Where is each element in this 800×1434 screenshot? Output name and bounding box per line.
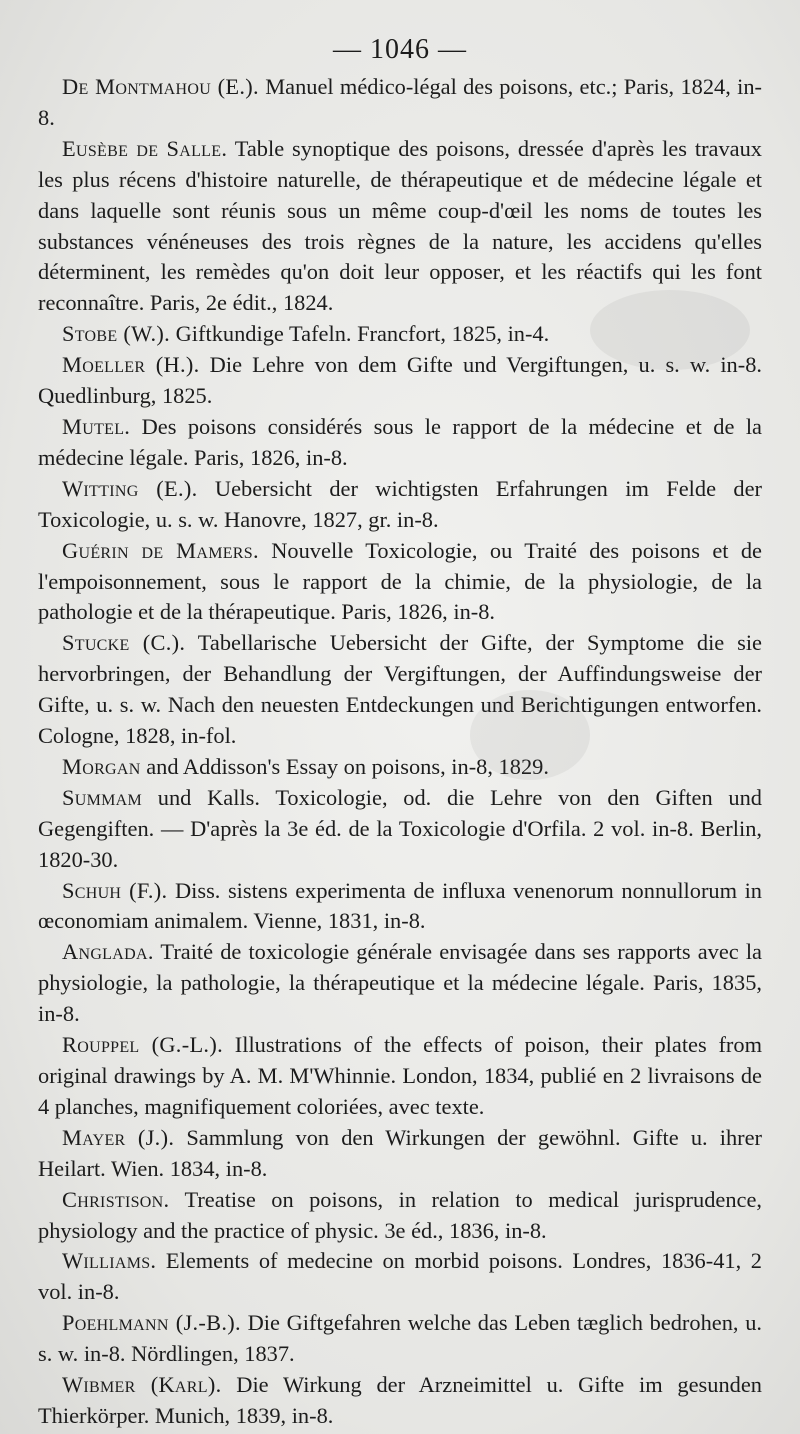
entry-author: Stobe (W.). xyxy=(62,321,171,347)
bibliography-entry xyxy=(38,536,762,629)
entry-author: Guérin de Mamers. xyxy=(62,537,259,563)
entry-author: Morgan xyxy=(62,753,141,779)
bibliography-entry xyxy=(38,1123,762,1185)
entry-text: Elements of medecine on morbid poisons. Londres, 1836-41, 2 vol. in-8. xyxy=(38,1248,762,1305)
bibliography-entry xyxy=(38,474,762,536)
entry-text: Illustrations of the effects of poison, their plates from original drawings by A. M. M'Whinnie. London, 1834, publié en 2 livraisons de 4 planches, magnifiquement coloriées, avec texte. xyxy=(38,1032,762,1119)
entry-text: und Kalls. Toxicologie, od. die Lehre von den Giften und Gegengiften. — D'après la 3e éd. de la Toxicologie d'Orfila. 2 vol. in-8. Berlin, 1820-30. xyxy=(38,784,762,872)
entry-author: Christison. xyxy=(62,1186,170,1212)
entry-text: Die Wirkung der Arzneimittel u. Gifte im gesunden Thierkörper. Munich, 1839, in-8. xyxy=(38,1372,762,1428)
bibliography-entry xyxy=(38,1185,762,1247)
entry-text: Giftkundige Tafeln. Francfort, 1825, in-4. xyxy=(170,321,550,347)
entry-author: Stucke (C.). xyxy=(62,630,186,656)
entry-author: Poehlmann (J.-B.). xyxy=(62,1310,241,1336)
entry-author: De Montmahou (E.). xyxy=(62,74,259,99)
entry-author: Witting (E.). xyxy=(62,475,198,501)
entry-author: Moeller (H.). xyxy=(62,352,200,378)
entry-text: Nouvelle Toxicologie, ou Traité des poisons et de l'empoisonnement, sous le rapport de la chimie, de la physiologie, de la pathologie et de la thérapeutique. Paris, 1826, in-8. xyxy=(38,537,762,625)
entry-text: and Addisson's Essay on poisons, in-8, 1829. xyxy=(140,753,549,779)
entry-author: Eusèbe de Salle. xyxy=(62,135,228,161)
entry-author: Summam xyxy=(62,784,143,810)
bibliography-list xyxy=(38,72,762,1432)
entry-text: Die Giftgefahren welche das Leben tæglich bedrohen, u. s. w. in-8. Nördlingen, 1837. xyxy=(38,1310,762,1367)
entry-text: Treatise on poisons, in relation to medical jurisprudence, physiology and the practice of physic. 3e éd., 1836, in-8. xyxy=(38,1186,762,1243)
entry-text: Sammlung von den Wirkungen der gewöhnl. Gifte u. ihrer Heilart. Wien. 1834, in-8. xyxy=(38,1124,762,1181)
entry-author: Anglada. xyxy=(62,939,154,965)
entry-author: Wibmer (Karl). xyxy=(62,1372,222,1398)
entry-author: Mutel. xyxy=(62,413,131,439)
entry-text: Manuel médico-légal des poisons, etc.; Paris, 1824, in-8. xyxy=(38,74,762,130)
bibliography-entry xyxy=(38,72,762,134)
bibliography-entry xyxy=(38,876,762,938)
entry-text: Die Lehre von dem Gifte und Vergiftungen, u. s. w. in-8. Quedlinburg, 1825. xyxy=(38,352,762,409)
bibliography-entry xyxy=(38,1370,762,1432)
entry-author: Mayer (J.). xyxy=(62,1124,175,1150)
paper-stain xyxy=(470,690,590,780)
entry-text: Uebersicht der wichtigsten Erfahrungen im Felde der Toxicologie, u. s. w. Hanovre, 1827, gr. in-8. xyxy=(38,475,762,532)
page-number: — 1046 — xyxy=(333,34,467,65)
bibliography-entry xyxy=(38,628,762,752)
entry-author: Williams. xyxy=(62,1248,157,1274)
entry-text: Table synoptique des poisons, dressée d'après les travaux les plus récens d'histoire naturelle, de thérapeutique et de médecine légale et dans laquelle sont réunis sous un même coup-d'œil les noms de toutes les substances vénéneuses des trois règnes de la nature, les accidens qu'elles déterminent, les remèdes qu'on doit leur opposer, et les réactifs qui les font reconnaître. Paris, 2e édit., 1824. xyxy=(38,135,762,316)
entry-text: Tabellarische Uebersicht der Gifte, der Symptome die sie hervorbringen, der Behandlung der Vergiftungen, der Auffindungsweise der Gifte, u. s. w. Nach den neuesten Entdeckungen und Berichtigungen entworfen. Cologne, 1828, in-fol. xyxy=(38,630,762,749)
bibliography-entry xyxy=(38,937,762,1030)
paper-stain xyxy=(590,290,750,370)
bibliography-entry xyxy=(38,752,762,783)
bibliography-entry xyxy=(38,1030,762,1123)
entry-author: Schuh (F.). xyxy=(62,877,168,903)
entry-text: Des poisons considérés sous le rapport de la médecine et de la médecine légale. Paris, 1826, in-8. xyxy=(38,413,762,470)
bibliography-entry xyxy=(38,1246,762,1308)
entry-text: Diss. sistens experimenta de influxa venenorum nonnullorum in œconomiam animalem. Vienne, 1831, in-8. xyxy=(38,877,763,934)
bibliography-entry xyxy=(38,1308,762,1370)
entry-text: Traité de toxicologie générale envisagée dans ses rapports avec la physiologie, la pathologie, la thérapeutique et la médecine légale. Paris, 1835, in-8. xyxy=(38,939,762,1027)
bibliography-entry xyxy=(38,412,762,474)
entry-author: Rouppel (G.-L.). xyxy=(62,1032,223,1058)
bibliography-entry xyxy=(38,783,762,876)
